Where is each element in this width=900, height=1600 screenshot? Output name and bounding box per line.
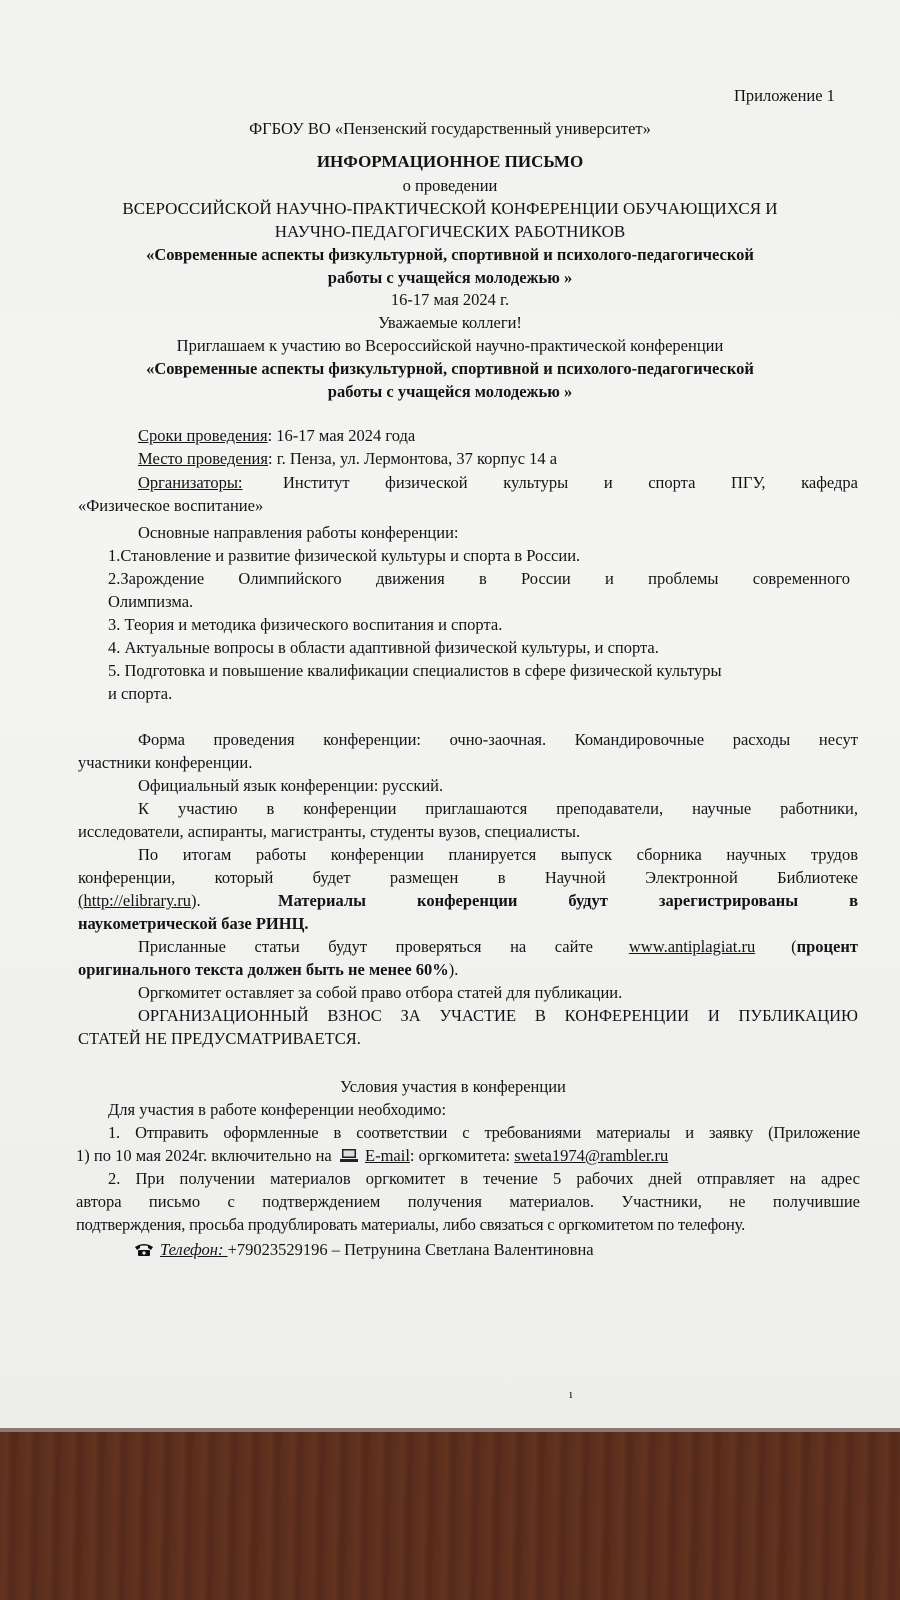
wooden-desk: [0, 1432, 900, 1600]
participants-line1: К участию в конференции приглашаются преподаватели, научные работники,: [138, 799, 858, 818]
form-line2: участники конференции.: [78, 753, 253, 772]
phone-contact: +79023529196 – Петрунина Светлана Валентиновна: [227, 1240, 594, 1259]
results-paren: ).: [191, 891, 201, 910]
dates-value: : 16-17 мая 2024 года: [267, 426, 416, 445]
check-bold-word: процент: [796, 937, 858, 956]
condition-item1-text: 1) по 10 мая 2024г. включительно на: [76, 1146, 332, 1165]
check-line2: [78, 960, 458, 979]
elibrary-link[interactable]: (http://elibrary.ru: [78, 891, 192, 910]
organizers-value-cont: «Физическое воспитание»: [78, 496, 264, 515]
about-line: о проведении: [402, 176, 498, 195]
direction-item: 2.Зарождение Олимпийского движения в России и проблемы современного: [108, 569, 850, 588]
language-line: Официальный язык конференции: русский.: [138, 776, 444, 795]
organizers-row: [138, 473, 858, 492]
organizer-email-link[interactable]: sweta1974@rambler.ru: [514, 1146, 669, 1165]
university-name: ФГБОУ ВО «Пензенский государственный университет»: [249, 119, 651, 138]
direction-item: 3. Теория и методика физического воспитания и спорта.: [108, 615, 503, 634]
conference-name-line2: НАУЧНО-ПЕДАГОГИЧЕСКИХ РАБОТНИКОВ: [274, 222, 626, 241]
email-label: E-mail: [365, 1146, 410, 1165]
organizer-text: : оргкомитета:: [409, 1146, 511, 1165]
results-line4: наукометрической базе РИНЦ.: [78, 914, 309, 933]
condition-item2-line1: 2. При получении материалов оргкомитет в течение 5 рабочих дней отправляет на адрес: [108, 1169, 860, 1188]
organizers-label: Организаторы:: [138, 473, 243, 492]
organizers-value: Институт физической культуры и спорта ПГУ, кафедра: [283, 473, 858, 492]
phone-row: [134, 1240, 594, 1259]
conference-name-line1: ВСЕРОССИЙСКОЙ НАУЧНО-ПРАКТИЧЕСКОЙ КОНФЕРЕНЦИИ ОБУЧАЮЩИХСЯ И: [122, 199, 778, 218]
conditions-title: Условия участия в конференции: [340, 1077, 566, 1096]
check-line1: [138, 937, 858, 956]
check-bold-line: оригинального текста должен быть не менее 60%: [78, 960, 449, 979]
conference-theme-line1: «Современные аспекты физкультурной, спортивной и психолого-педагогической: [146, 245, 754, 264]
place-label: Место проведения: [138, 449, 268, 468]
direction-item-cont: и спорта.: [108, 684, 173, 703]
participants-line2: исследователи, аспиранты, магистранты, студенты вузов, специалисты.: [78, 822, 581, 841]
phone-label-group: [134, 1240, 228, 1259]
condition-item2-line2: автора письмо с подтверждением получения материалов. Участники, не получившие: [76, 1192, 860, 1211]
place-row: [138, 449, 557, 468]
direction-item: 4. Актуальные вопросы в области адаптивной физической культуры, и спорта.: [108, 638, 659, 657]
form-line1: Форма проведения конференции: очно-заочная. Командировочные расходы несут: [138, 730, 858, 749]
invitation: Приглашаем к участию во Всероссийской научно-практической конференции: [176, 336, 724, 355]
conference-theme-line2: работы с учащейся молодежью »: [327, 268, 573, 287]
dates-row: [138, 426, 415, 445]
check-text: Присланные статьи будут проверяться на сайте: [138, 937, 593, 956]
conditions-intro: Для участия в работе конференции необходимо:: [108, 1100, 447, 1119]
invitation-theme-line1: «Современные аспекты физкультурной, спортивной и психолого-педагогической: [146, 359, 754, 378]
computer-icon: [340, 1148, 358, 1163]
results-line2: конференции, который будет размещен в Научной Электронной Библиотеке: [78, 868, 858, 887]
greeting: Уважаемые коллеги!: [378, 313, 522, 332]
fee-line1: ОРГАНИЗАЦИОННЫЙ ВЗНОС ЗА УЧАСТИЕ В КОНФЕРЕНЦИИ И ПУБЛИКАЦИЮ: [138, 1006, 858, 1025]
results-bold-line: Материалы конференции будут зарегистрированы в: [278, 891, 858, 910]
results-line1: По итогам работы конференции планируется выпуск сборника научных трудов: [138, 845, 858, 864]
direction-item: 5. Подготовка и повышение квалификации специалистов в сфере физической культуры: [108, 661, 722, 680]
fee-line2: СТАТЕЙ НЕ ПРЕДУСМАТРИВАЕТСЯ.: [78, 1029, 361, 1048]
stray-mark: ı: [569, 1386, 573, 1401]
dates-label: Сроки проведения: [138, 426, 268, 445]
condition-item1-line1: 1. Отправить оформленные в соответствии с требованиями материалы и заявку (Приложение: [108, 1123, 860, 1142]
document-title: ИНФОРМАЦИОННОЕ ПИСЬМО: [316, 152, 584, 171]
phone-label: Телефон:: [160, 1240, 224, 1259]
appendix-label: Приложение 1: [734, 86, 835, 105]
conference-dates: 16-17 мая 2024 г.: [390, 290, 510, 309]
antiplagiat-link[interactable]: www.antiplagiat.ru: [628, 937, 756, 956]
phone-icon: [134, 1242, 154, 1257]
place-value: : г. Пенза, ул. Лермонтова, 37 корпус 14 а: [267, 449, 558, 468]
condition-item1-line2: [76, 1146, 668, 1165]
invitation-theme-line2: работы с учащейся молодежью »: [327, 382, 573, 401]
direction-item: 1.Становление и развитие физической культуры и спорта в России.: [108, 546, 581, 565]
check-open-paren: (: [791, 937, 797, 956]
check-close-paren: ).: [448, 960, 459, 979]
results-line3: [78, 891, 858, 910]
selection-line: Оргкомитет оставляет за собой право отбора статей для публикации.: [138, 983, 623, 1002]
direction-item-cont: Олимпизма.: [108, 592, 194, 611]
condition-item2-line3: подтверждения, просьба продублировать материалы, либо связаться с оргкомитетом по телефону.: [76, 1215, 745, 1234]
directions-heading: Основные направления работы конференции:: [138, 523, 459, 542]
